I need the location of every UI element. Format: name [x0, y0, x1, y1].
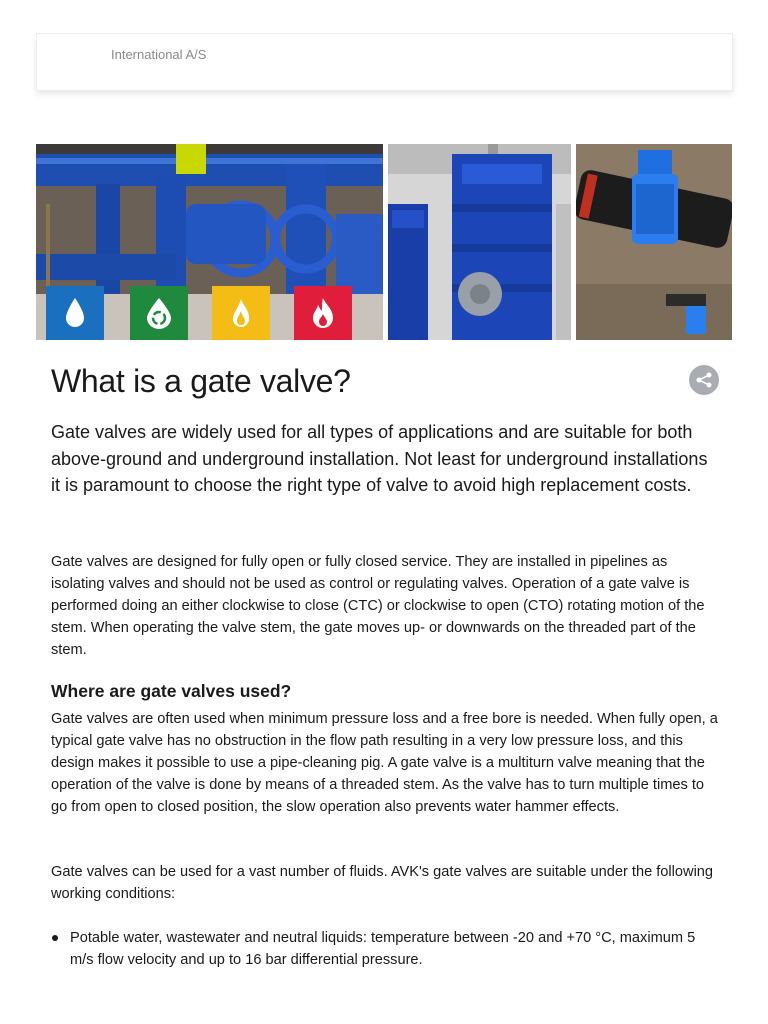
share-icon[interactable] [689, 365, 719, 395]
list-item-text: Potable water, wastewater and neutral liquids: temperature between -20 and +70 °C, maximum 5 m/s flow velocity and up to 16 bar differential pressure. [70, 930, 696, 968]
fire-icon [294, 286, 352, 340]
blue-gate-valves-photo[interactable] [388, 144, 571, 340]
image-gallery [36, 144, 732, 340]
pipeline-installation-photo[interactable] [36, 144, 383, 340]
body-paragraph: Gate valves are designed for fully open or fully closed service. They are installed in pipelines as isolating valves and should not be used as control or regulating valves. Operation of a gate valve is performed doing an either clockwise to close (CTC) or clockwise to open (CTO) rotating motion of the stem. When operating the valve stem, the gate moves up- or downwards on the threaded part of the stem. [51, 554, 705, 658]
body-paragraph: Gate valves are often used when minimum pressure loss and a free bore is needed. When fully open, a typical gate valve has no obstruction in the flow path resulting in a very low pressure loss, and this design makes it possible to use a pipe-cleaning pig. A gate valve is a multiturn valve meaning that the operation of the valve is done by means of a threaded stem. As the valve has to turn multiple times to go from open to closed position, the slow operation also prevents water hammer effects. [51, 711, 718, 815]
site-header [36, 33, 733, 91]
brand-text[interactable]: International A/S [111, 47, 207, 62]
page-title: What is a gate valve? [51, 363, 351, 399]
underground-valve-photo[interactable] [576, 144, 732, 340]
bullet-icon [52, 935, 58, 941]
water-drop-icon [46, 286, 104, 340]
gas-flame-icon [212, 286, 270, 340]
section-heading: Where are gate valves used? [51, 681, 292, 701]
list-item [51, 927, 721, 971]
lead-paragraph: Gate valves are widely used for all types of applications and are suitable for both above-ground and underground installation. Not least for underground installations it is paramount to choose the right type of valve to avoid high replacement costs. [51, 422, 708, 496]
recycle-wastewater-icon [130, 286, 188, 340]
body-paragraph: Gate valves can be used for a vast number of fluids. AVK's gate valves are suitable under the following working conditions: [51, 864, 714, 902]
working-conditions-list [51, 927, 721, 971]
